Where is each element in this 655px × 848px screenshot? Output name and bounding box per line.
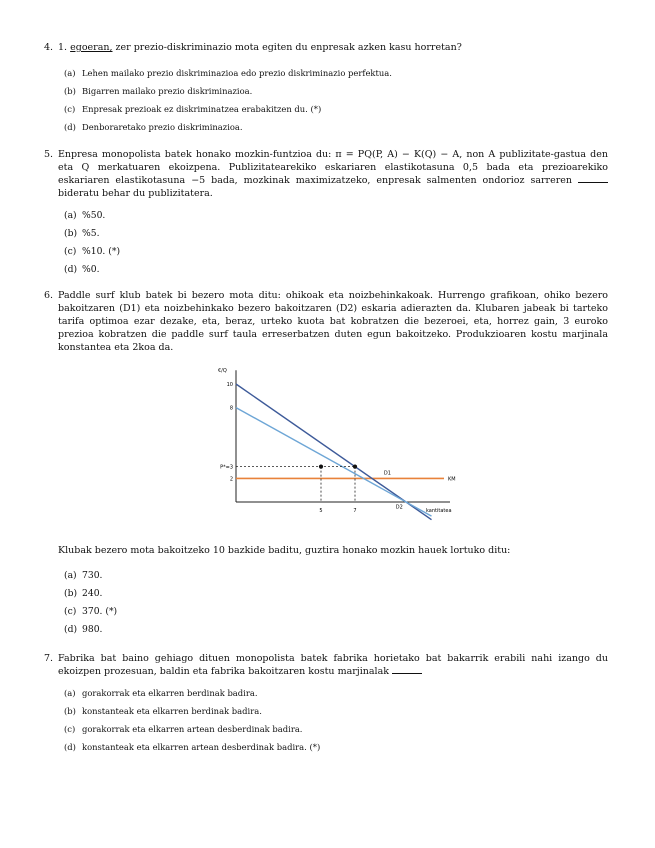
question-5-text-b: bideratu behar du publizitatera. — [58, 188, 213, 199]
km-label: KM — [448, 476, 456, 483]
option-a: (a) 730. — [64, 570, 103, 581]
option-a: (a) %50. — [64, 210, 106, 221]
series-line-d2 — [236, 408, 432, 517]
answer-blank — [578, 174, 608, 183]
question-number: 5. — [44, 149, 54, 160]
question-6-stem — [46, 289, 608, 354]
question-5-text-a: Enpresa monopolista batek honako mozkin-funtzioa du: π = PQ(P, A) − K(Q) − A, non A publizitate-gastua den eta Q merkatuaren ekoizpena. Publizitatearekiko eskariaren elastikotasuna 0,5 bada eta prezioarekiko eskariaren elastikotasuna −5 bada, mozkinak maximizatzeko, enpresak salmenten ondorioz sarreren — [58, 149, 608, 186]
option-a: (a) gorakorrak eta elkarren berdinak badira. — [64, 688, 258, 698]
y-tick-label: 2 — [229, 476, 233, 483]
y-axis-label: €/Q — [218, 368, 227, 375]
x-tick-label: 5 — [319, 508, 323, 514]
question-5-stem — [46, 148, 608, 200]
series-label-d1: D1 — [383, 470, 391, 477]
option-c: (c) 370. (*) — [64, 606, 118, 617]
equilibrium-point — [319, 465, 323, 469]
x-tick-label: 7 — [353, 508, 357, 514]
option-d: (d) konstanteak eta elkarren artean desberdinak badira. (*) — [64, 742, 321, 752]
option-b: (b) konstanteak eta elkarren berdinak badira. — [64, 706, 262, 716]
question-5 — [44, 148, 608, 275]
x-axis-label: kantitatea — [426, 508, 452, 514]
option-b: (b) %5. — [64, 228, 100, 239]
y-tick-label: P*=3 — [220, 464, 233, 471]
question-7-text: Fabrika bat baino gehiago dituen monopolista batek fabrika horietako bat bakarrik erabili nahi izango du ekoizpen prozesuan, baldin eta fabrika bakoitzaren kostu marjinalak — [58, 653, 608, 677]
answer-blank — [392, 665, 422, 674]
question-4-stem — [46, 41, 608, 54]
series-label-d2: D2 — [395, 504, 403, 511]
question-7 — [44, 652, 608, 752]
y-tick-label: 8 — [229, 405, 233, 412]
question-4-rest: zer prezio-diskriminazio mota egiten du enpresak azken kasu horretan? — [112, 42, 462, 53]
demand-chart — [206, 364, 456, 524]
question-6-text: Paddle surf klub batek bi bezero mota ditu: ohikoak eta noizbehinkakoak. Hurrengo grafikoan, ohiko bezero bakoitzaren (D1) eta noizbehinkako bezero bakoitzaren (D2) eskaria adierazten da. Klubaren jabeak bi tarteko tarifa optimoa ezar dezake, eta, beraz, urteko kuota bat kobratzen die bezeroei, eta, horrez gain, 3 euroko prezioa kobratzen die paddle surf taula erreserbatzen duten egun bakoitzeko. Produkzioaren kostu marjinala konstantea eta 2koa da. — [58, 290, 608, 353]
question-4-underlined: egoeran, — [70, 42, 113, 53]
question-4-prefix: 1. — [58, 42, 68, 53]
option-c: (c) gorakorrak eta elkarren artean desberdinak badira. — [64, 724, 303, 734]
question-6 — [46, 289, 608, 354]
option-d: (d) Denboraretako prezio diskriminazioa. — [64, 122, 243, 132]
question-4 — [44, 41, 608, 132]
question-number: 6. — [44, 290, 54, 301]
option-b: (b) Bigarren mailako prezio diskriminazioa. — [64, 86, 253, 96]
option-b: (b) 240. — [64, 588, 103, 599]
equilibrium-point — [353, 465, 357, 469]
option-c: (c) Enpresak prezioak ez diskriminatzea erabakitzen du. (*) — [64, 104, 322, 114]
option-d: (d) 980. — [64, 624, 103, 635]
option-d: (d) %0. — [64, 264, 100, 275]
question-number: 4. — [44, 42, 54, 53]
y-tick-label: 10 — [226, 382, 233, 388]
option-c: (c) %10. (*) — [64, 246, 121, 257]
question-6-after-text: Klubak bezero mota bakoitzeko 10 bazkide baditu, guztira honako mozkin hauek lortuko ditu: — [58, 545, 511, 556]
question-7-stem — [46, 652, 608, 678]
option-a: (a) Lehen mailako prezio diskriminazioa edo prezio diskriminazio perfektua. — [64, 68, 392, 78]
question-number: 7. — [44, 653, 54, 664]
